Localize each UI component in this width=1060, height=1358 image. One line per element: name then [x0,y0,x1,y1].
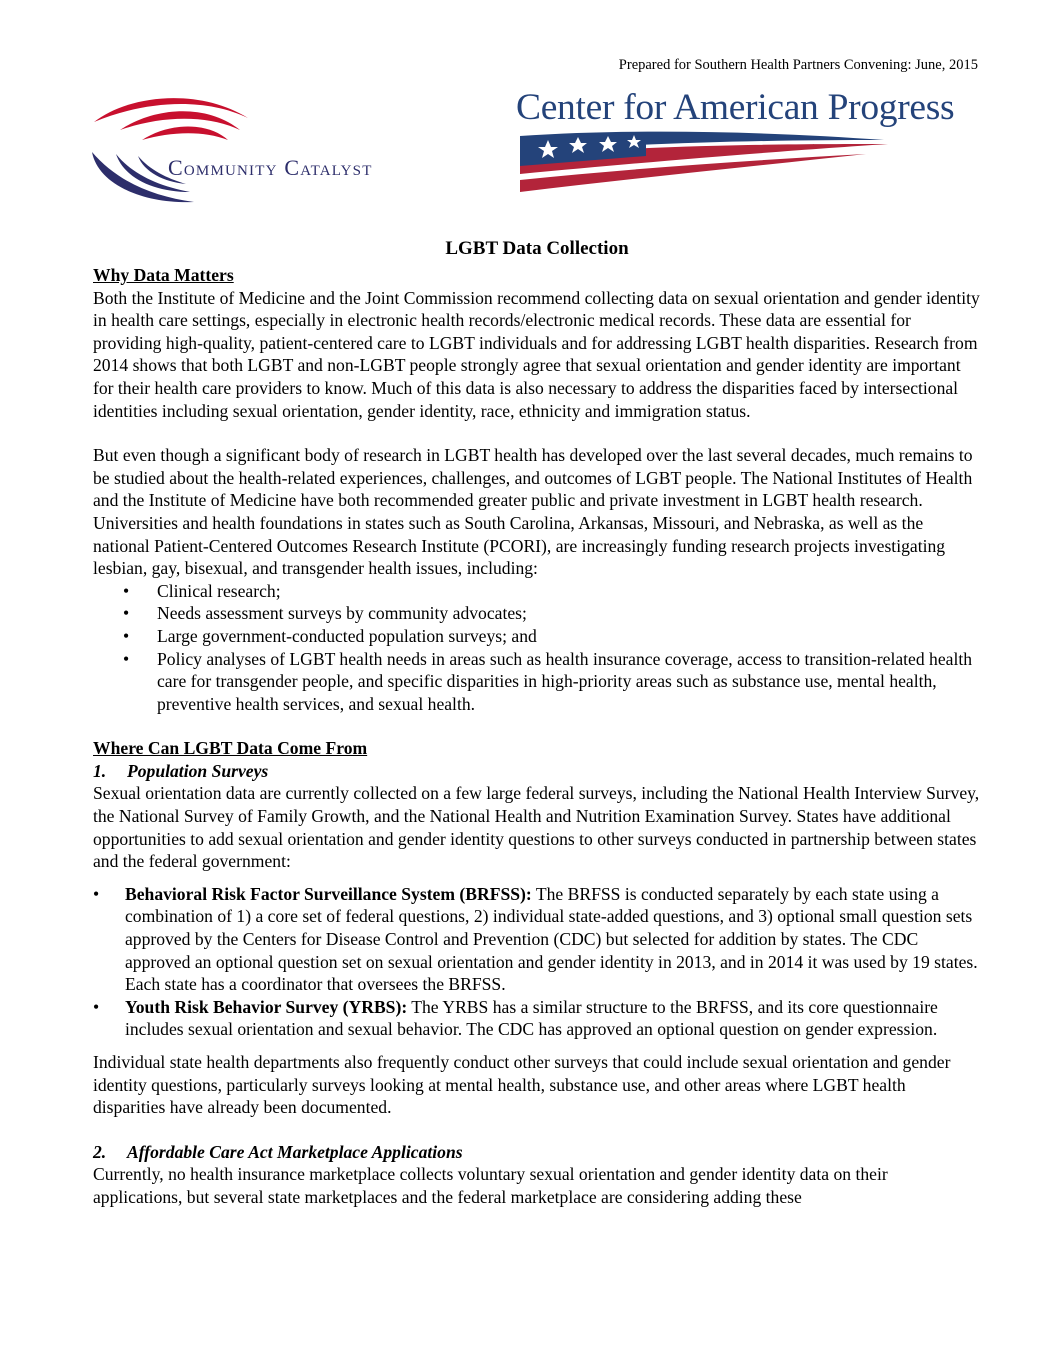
why-paragraph-1: Both the Institute of Medicine and the Joint Commission recommend collecting data on sexual orientation and gender identity in health care settings, especially in electronic health records/electronic medical records. These data are essential for providing high-quality, patient-centered care to LGBT individuals and for addressing LGBT health disparities. Research from 2014 shows that both LGBT and non-LGBT people strongly agree that sexual orientation and gender identity are important for their health care providers to know. Much of this data is also necessary to address the disparities faced by intersectional identities including sexual orientation, gender identity, race, ethnicity and immigration status. [93,287,980,421]
subheading-aca-marketplace: 2. Affordable Care Act Marketplace Applications [93,1141,463,1162]
state-surveys-list [93,883,981,1041]
list-item: • Policy analyses of LGBT health needs in areas such as health insurance coverage, access to transition-related health care for transgender people, and specific disparities in high-priority areas such as substance use, mental health, preventive health services, and sexual health. [157,648,981,716]
header-note: Prepared for Southern Health Partners Convening: June, 2015 [618,57,978,73]
list-item: • Youth Risk Behavior Survey (YRBS): The YRBS has a similar structure to the BRFSS, and its core questionnaire includes sexual orientation and sexual behavior. The CDC has approved an optional question on gender expression. [125,996,981,1041]
state-health-departments-paragraph: Individual state health departments also frequently conduct other surveys that could include sexual orientation and gender identity questions, particularly surveys looking at mental health, substance use, and other areas where LGBT health disparities have already been documented. [93,1052,951,1118]
community-catalyst-logo [90,92,430,204]
document-body [93,234,981,1209]
list-item: • Behavioral Risk Factor Surveillance System (BRFSS): The BRFSS is conducted separately by each state using a combination of 1) a core set of federal questions, 2) individual state-added questions, and 3) optional small question sets approved by the Centers for Disease Control and Prevention (CDC) but selected for addition by states. The CDC approved an optional question set on sexual orientation and gender identity in 2013, and in 2014 it was used by 19 states. Each state has a coordinator that oversees the BRFSS. [125,883,981,996]
subheading-population-surveys: 1. Population Surveys [93,760,269,781]
aca-marketplace-paragraph: Currently, no health insurance marketplace collects voluntary sexual orientation and gender identity data on their applications, but several state marketplaces and the federal marketplace are considering adding these [93,1164,888,1207]
community-catalyst-wordmark: Community Catalyst [168,155,373,180]
why-paragraph-2: But even though a significant body of research in LGBT health has developed over the last several decades, much remains to be studied about the health-related experiences, challenges, and outcomes of LGBT people. The National Institutes of Health and the Institute of Medicine have both recommended greater public and private investment in LGBT health research. Universities and health foundations in states such as South Carolina, Arkansas, Missouri, and Nebraska, as well as the national Patient-Centered Outcomes Research Institute (PCORI), are increasingly funding research projects investigating lesbian, gay, bisexual, and transgender health issues, including: [93,445,973,579]
cap-logo [516,86,980,202]
list-item: • Large government-conducted population surveys; and [157,625,981,648]
cap-flag-icon [516,130,980,202]
research-types-list [93,580,981,716]
population-surveys-paragraph: Sexual orientation data are currently collected on a few large federal surveys, including the National Health Interview Survey, the National Survey of Family Growth, and the National Health and Nutrition Examination Survey. States have additional opportunities to add sexual orientation and gender identity questions to other surveys conducted in partnership between states and the federal government: [93,783,980,872]
community-catalyst-swoosh-icon [90,92,430,204]
cap-wordmark: Center for American Progress [516,87,955,128]
list-item: • Clinical research; [157,580,981,603]
document-title: LGBT Data Collection [445,238,629,259]
section-heading-why-data-matters: Why Data Matters [93,265,234,285]
list-item: • Needs assessment surveys by community advocates; [157,602,981,625]
section-heading-where-data-come-from: Where Can LGBT Data Come From [93,738,368,759]
